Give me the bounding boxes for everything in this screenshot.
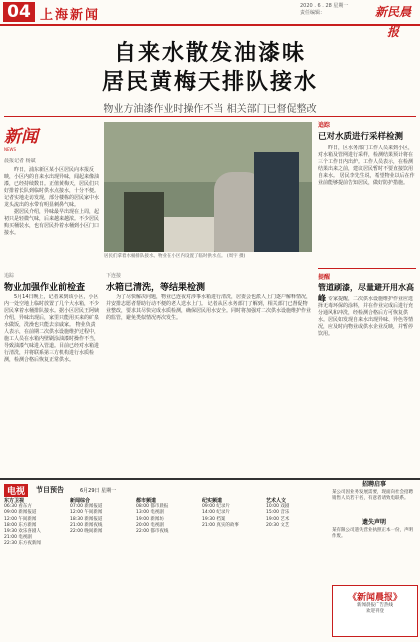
tv-tag: 电视 xyxy=(4,484,28,497)
tv-item: 22:00 晚间新闻 xyxy=(70,529,103,535)
promo-title: 《新闻晨报》 xyxy=(347,593,402,603)
header-date xyxy=(300,3,348,17)
ad-text: 某有限公司遗失营业执照正本一份，声明作废。 xyxy=(332,528,413,539)
right-bottom-text: 专家提醒，二次供水设施维护作业应选择无毒环保的涂料，并在作业完成后进行充分通风和冲洗，经检测合格后方可恢复供水。居民如发现自来水出现异味、异色等情况，应及时向物业或供水企业反映，并暂停饮用。 xyxy=(318,296,414,337)
right-bottom-column xyxy=(318,296,416,472)
promo-sub: 欢迎刊登 xyxy=(366,609,384,614)
ad-text: 某公司因业务发展需要，现面向社会招聘销售人员若干名，有意者请致电联系。 xyxy=(332,490,413,501)
mid-kicker: 下连接 xyxy=(106,273,122,279)
left-column xyxy=(4,294,100,474)
tv-item: 21:00 真实的故事 xyxy=(202,522,239,528)
tv-channel-name: 纪实频道 xyxy=(202,498,223,504)
subheadline: 物业方油漆作业时操作不当 相关部门已督促整改 xyxy=(103,104,317,115)
right-bottom-kicker: 提醒 xyxy=(318,274,331,281)
tv-item: 10:00 戏剧 xyxy=(266,504,290,510)
tv-date: 6月29日 星期一 xyxy=(80,488,117,494)
right-bottom-headline: 管道刷漆，尽量避开用水高峰 xyxy=(318,282,414,303)
lead-paragraph: 昨日，浦东新区某小区居民向本报反映，小区内的自来水出现异味，闻起来像油漆，已经持续数日。正值黄梅天，居民们只好排着长队到临时供水点接水，十分不便。记者实地走访发现，部分楼栋的居民家中水龙头流出的水带有明显刺鼻气味。 xyxy=(4,167,100,208)
tv-item: 15:00 音乐 xyxy=(266,510,290,516)
page-header xyxy=(0,0,420,39)
divider xyxy=(318,268,416,269)
tv-channel xyxy=(202,498,264,529)
tv-item: 18:30 新闻报道 xyxy=(70,516,103,522)
tv-channel xyxy=(70,498,134,535)
section-name: 上海新闻 xyxy=(40,8,101,23)
tv-item: 09:00 新闻报道 xyxy=(4,510,37,516)
tv-item: 12:00 午间新闻 xyxy=(4,516,37,522)
tv-title: 节目预告 xyxy=(36,486,64,494)
lead-paragraph-2: 据居民介绍，异味最早出现在上周，起初只是轻微气味，后来越来越浓。不少居民购买桶装水，也有居民拎着水桶到小区门口接水。 xyxy=(4,209,100,236)
tv-channel xyxy=(136,498,200,535)
tv-item: 07:00 新闻报道 xyxy=(70,504,103,510)
tv-item: 19:30 欢乐喜剧人 xyxy=(4,529,41,535)
lead-column xyxy=(4,158,100,268)
tv-channel-name: 新闻综合 xyxy=(70,498,91,504)
tv-item: 19:30 档案 xyxy=(202,516,226,522)
tv-channel-name: 都市频道 xyxy=(136,498,157,504)
header-editor-line: 责任编辑： xyxy=(300,10,326,16)
tv-channel xyxy=(4,498,68,548)
byline: 晨报记者 杨斌 xyxy=(4,158,36,164)
tv-item: 12:00 午间新闻 xyxy=(70,510,103,516)
promo-box xyxy=(332,585,418,637)
tv-item: 21:00 新闻夜线 xyxy=(70,522,103,528)
tv-item: 22:00 都市夜线 xyxy=(136,529,169,535)
left-kicker: 追踪 xyxy=(4,273,15,279)
divider xyxy=(4,116,416,117)
headline-line-1: 自来水散发油漆味 xyxy=(113,40,306,66)
tv-item: 08:00 都市晨报 xyxy=(136,504,169,510)
left-text: 5月14日晚上，记者来到该小区，小区内一处空地上临时放置了几个大水箱，不少居民拿着水桶排队接水。据小区居民王阿姨介绍，异味出现后，家里只能用买来的矿泉水做饭，洗澡也只能去亲戚家。 物业负责人表示，在前期二次供水设施维护过程中，施工人员在水箱内壁刷涂油漆时操作不当，导致油漆气味进入管道。目前已经对水箱进行清洗，并将联系第三方机构进行水质检测，检测合格后恢复正常供水。 xyxy=(4,294,100,363)
tv-item: 06:30 看东方 xyxy=(4,504,32,510)
news-logo-sub: NEWS xyxy=(4,147,17,152)
mid-headline: 水箱已清洗，等结果检测 xyxy=(106,283,206,293)
tv-channel-name: 艺术人文 xyxy=(266,498,287,504)
right-top-column xyxy=(318,145,416,265)
mid-column xyxy=(106,294,312,474)
ad-box-notice xyxy=(332,520,416,540)
photo-caption: 居民们拿着水桶排队接水。物业在小区内设置了临时供水点。 (周宇 摄) xyxy=(104,254,246,259)
tv-item: 21:00 电视剧 xyxy=(4,535,32,541)
ad-box-recruit xyxy=(332,482,416,502)
tv-channel xyxy=(266,498,328,529)
promo-sub: 新闻晨报广告热线 xyxy=(357,603,393,608)
tv-channel-name: 东方卫视 xyxy=(4,498,25,504)
tv-item: 18:00 东方新闻 xyxy=(4,522,37,528)
tv-item: 19:00 艺术 xyxy=(266,516,290,522)
left-headline: 物业加强作业前检查 xyxy=(4,283,86,293)
tv-item: 20:00 电视剧 xyxy=(136,522,164,528)
news-photo xyxy=(104,122,312,252)
headline-line-2: 居民黄梅天排队接水 xyxy=(101,69,318,95)
news-logo-text: 新闻 xyxy=(4,127,38,147)
page-number: 04 xyxy=(3,2,35,22)
tv-item: 20:30 文艺 xyxy=(266,522,290,528)
mid-text: 为了尽快解决问题，物业已连夜对涉事水箱进行清洗，居委会也派人上门逐户解释情况，并安排志愿者帮助行动不便的老人送水上门。 记者从区水务部门了解到，相关部门已督促物业整改，要求其尽快完成水质检测，确保居民用水安全。同时将加强对二次供水设施维护作业的监管，避免类似情况再次发生。 xyxy=(106,294,312,321)
right-top-text: 昨日，区水务部门工作人员来到小区，对水箱及管网进行采样，检测结果预计将在三个工作日内出炉。工作人员表示，在检测结果出来之前，建议居民暂时不要直接饮用自来水。 居民李先生说，希望物业以后在作业前能够提前告知居民，做好防护措施。 xyxy=(318,145,415,186)
header-date-line: 2020 . 6 . 28 星期一 xyxy=(300,3,349,9)
tv-item: 22:30 东方夜新闻 xyxy=(4,541,41,547)
right-top-kicker: 追踪 xyxy=(318,122,331,129)
ad-title: 招聘启事 xyxy=(361,481,386,488)
right-top-headline: 已对水质进行采样检测 xyxy=(318,132,404,142)
news-logo xyxy=(4,122,94,152)
tv-item: 14:00 纪录片 xyxy=(202,510,230,516)
tv-item: 09:00 纪录片 xyxy=(202,504,230,510)
brand-logo: 新民晨报 xyxy=(374,5,411,39)
ad-title: 遗失声明 xyxy=(361,519,386,526)
tv-item: 13:00 电视剧 xyxy=(136,510,164,516)
tv-item: 19:00 新闻坊 xyxy=(136,516,164,522)
